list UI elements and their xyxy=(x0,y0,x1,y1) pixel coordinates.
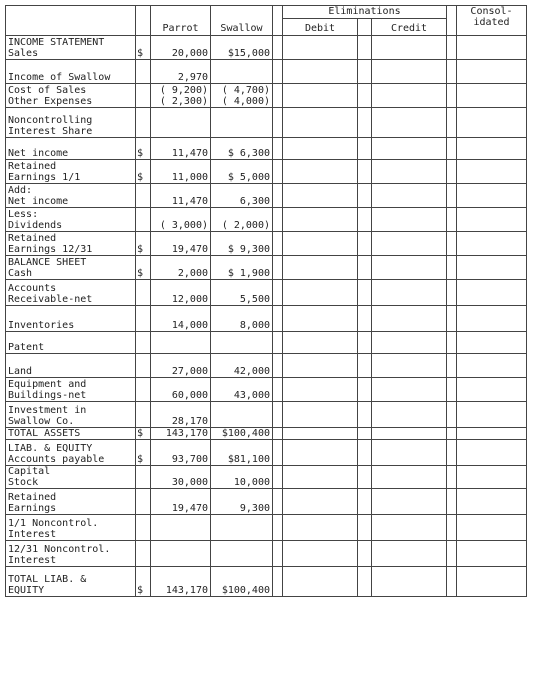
spacer-cell xyxy=(273,232,283,256)
credit-cell xyxy=(372,138,447,160)
credit-cell xyxy=(372,402,447,428)
debit-cell xyxy=(283,541,358,567)
spacer-cell xyxy=(273,256,283,280)
row-label: Retained Earnings xyxy=(6,489,136,515)
spacer-cell xyxy=(273,84,283,108)
eliminations-header: Eliminations xyxy=(283,6,447,19)
spacer-cell xyxy=(358,108,372,138)
row-label: BALANCE SHEET Cash xyxy=(6,256,136,280)
debit-cell xyxy=(283,567,358,597)
spacer-cell xyxy=(358,19,372,36)
spacer-cell xyxy=(273,515,283,541)
credit-cell xyxy=(372,515,447,541)
table-row xyxy=(6,36,527,60)
parrot-value: 11,000 xyxy=(151,160,211,184)
consolidated-cell xyxy=(457,440,527,466)
parrot-value: 143,170 xyxy=(151,428,211,440)
row-label: Net income xyxy=(6,138,136,160)
consolidated-cell xyxy=(457,402,527,428)
dollar-sign xyxy=(136,108,151,138)
spacer-cell xyxy=(273,428,283,440)
parrot-value: ( 9,200) ( 2,300) xyxy=(151,84,211,108)
credit-cell xyxy=(372,108,447,138)
table-row xyxy=(6,280,527,306)
spacer-cell xyxy=(273,36,283,60)
spacer-cell xyxy=(273,541,283,567)
spacer-cell xyxy=(447,541,457,567)
parrot-value: 11,470 xyxy=(151,138,211,160)
consolidated-cell xyxy=(457,84,527,108)
debit-cell xyxy=(283,378,358,402)
parrot-value: 27,000 xyxy=(151,354,211,378)
spacer-cell xyxy=(358,280,372,306)
spacer-cell xyxy=(358,378,372,402)
spacer-cell xyxy=(447,160,457,184)
swallow-value: $100,400 xyxy=(211,428,273,440)
dollar-sign xyxy=(136,332,151,354)
row-label: Add: Net income xyxy=(6,184,136,208)
spacer-cell xyxy=(447,138,457,160)
spacer-cell xyxy=(447,280,457,306)
debit-cell xyxy=(283,515,358,541)
corner-cell xyxy=(6,6,136,36)
credit-cell xyxy=(372,567,447,597)
credit-cell xyxy=(372,60,447,84)
table-row xyxy=(6,541,527,567)
parrot-value xyxy=(151,108,211,138)
row-label: Accounts Receivable-net xyxy=(6,280,136,306)
credit-cell xyxy=(372,378,447,402)
spacer-cell xyxy=(358,428,372,440)
dollar-sign xyxy=(136,84,151,108)
spacer-cell xyxy=(358,60,372,84)
swallow-value: 8,000 xyxy=(211,306,273,332)
consolidated-cell xyxy=(457,60,527,84)
row-label: Land xyxy=(6,354,136,378)
table-row xyxy=(6,256,527,280)
swallow-value: ( 2,000) xyxy=(211,208,273,232)
row-label: Retained Earnings 1/1 xyxy=(6,160,136,184)
spacer-cell xyxy=(447,36,457,60)
consolidated-cell xyxy=(457,378,527,402)
row-label: Retained Earnings 12/31 xyxy=(6,232,136,256)
swallow-value: 42,000 xyxy=(211,354,273,378)
spacer-cell xyxy=(447,108,457,138)
swallow-value: $ 9,300 xyxy=(211,232,273,256)
spacer-cell xyxy=(273,378,283,402)
swallow-value: 9,300 xyxy=(211,489,273,515)
spacer-cell xyxy=(447,466,457,489)
row-label: 12/31 Noncontrol. Interest xyxy=(6,541,136,567)
row-label: TOTAL ASSETS xyxy=(6,428,136,440)
consolidated-cell xyxy=(457,466,527,489)
debit-cell xyxy=(283,280,358,306)
consolidated-cell xyxy=(457,232,527,256)
spacer-cell xyxy=(447,6,457,36)
spacer-cell xyxy=(273,108,283,138)
spacer-cell xyxy=(358,36,372,60)
consolidated-cell xyxy=(457,541,527,567)
swallow-value xyxy=(211,332,273,354)
debit-cell xyxy=(283,36,358,60)
credit-cell xyxy=(372,232,447,256)
swallow-header: Swallow xyxy=(211,6,273,36)
dollar-sign xyxy=(136,306,151,332)
consolidated-cell xyxy=(457,138,527,160)
debit-header: Debit xyxy=(283,19,358,36)
parrot-value: 2,970 xyxy=(151,60,211,84)
spacer-cell xyxy=(358,466,372,489)
table-row xyxy=(6,354,527,378)
dollar-sign xyxy=(136,541,151,567)
spacer-cell xyxy=(447,306,457,332)
spacer-cell xyxy=(447,378,457,402)
credit-cell xyxy=(372,541,447,567)
table-row xyxy=(6,160,527,184)
dollar-sign xyxy=(136,184,151,208)
debit-cell xyxy=(283,332,358,354)
credit-cell xyxy=(372,280,447,306)
dollar-sign xyxy=(136,402,151,428)
parrot-value: ( 3,000) xyxy=(151,208,211,232)
parrot-value: 19,470 xyxy=(151,489,211,515)
debit-cell xyxy=(283,306,358,332)
credit-header: Credit xyxy=(372,19,447,36)
parrot-value: 30,000 xyxy=(151,466,211,489)
spacer-cell xyxy=(447,354,457,378)
spacer-cell xyxy=(447,60,457,84)
spacer-cell xyxy=(358,489,372,515)
spacer-cell xyxy=(358,84,372,108)
dollar-sign xyxy=(136,489,151,515)
row-label: Noncontrolling Interest Share xyxy=(6,108,136,138)
swallow-value: $100,400 xyxy=(211,567,273,597)
credit-cell xyxy=(372,440,447,466)
consolidation-worksheet xyxy=(5,5,527,597)
table-row xyxy=(6,515,527,541)
spacer-cell xyxy=(273,354,283,378)
swallow-value xyxy=(211,541,273,567)
consolidated-header: Consol- idated xyxy=(457,6,527,36)
spacer-cell xyxy=(358,567,372,597)
debit-cell xyxy=(283,208,358,232)
debit-cell xyxy=(283,440,358,466)
spacer-cell xyxy=(447,515,457,541)
consolidated-cell xyxy=(457,208,527,232)
spacer-cell xyxy=(273,402,283,428)
row-label: Equipment and Buildings-net xyxy=(6,378,136,402)
parrot-value: 12,000 xyxy=(151,280,211,306)
spacer-cell xyxy=(273,306,283,332)
consolidated-cell xyxy=(457,306,527,332)
parrot-value: 60,000 xyxy=(151,378,211,402)
debit-cell xyxy=(283,138,358,160)
consolidated-cell xyxy=(457,515,527,541)
parrot-value xyxy=(151,541,211,567)
debit-cell xyxy=(283,256,358,280)
table-row xyxy=(6,428,527,440)
swallow-value: $81,100 xyxy=(211,440,273,466)
dollar-sign xyxy=(136,280,151,306)
credit-cell xyxy=(372,36,447,60)
spacer-cell xyxy=(447,428,457,440)
parrot-value: 20,000 xyxy=(151,36,211,60)
dollar-sign: $ xyxy=(136,160,151,184)
credit-cell xyxy=(372,428,447,440)
spacer-cell xyxy=(447,232,457,256)
dollar-sign: $ xyxy=(136,138,151,160)
consolidated-cell xyxy=(457,332,527,354)
spacer-cell xyxy=(273,567,283,597)
dollar-sign xyxy=(136,378,151,402)
spacer-cell xyxy=(358,332,372,354)
swallow-value: $15,000 xyxy=(211,36,273,60)
parrot-value: 28,170 xyxy=(151,402,211,428)
spacer-cell xyxy=(273,208,283,232)
table-row xyxy=(6,440,527,466)
dollar-sign: $ xyxy=(136,567,151,597)
spacer-cell xyxy=(273,466,283,489)
credit-cell xyxy=(372,160,447,184)
credit-cell xyxy=(372,256,447,280)
table-row xyxy=(6,84,527,108)
spacer-cell xyxy=(447,208,457,232)
consolidated-cell xyxy=(457,160,527,184)
debit-cell xyxy=(283,428,358,440)
swallow-value xyxy=(211,402,273,428)
spacer-cell xyxy=(273,440,283,466)
swallow-value: 5,500 xyxy=(211,280,273,306)
credit-cell xyxy=(372,208,447,232)
spacer-cell xyxy=(447,567,457,597)
swallow-value: $ 1,900 xyxy=(211,256,273,280)
spacer-cell xyxy=(358,402,372,428)
spacer-cell xyxy=(358,354,372,378)
consolidated-cell xyxy=(457,184,527,208)
parrot-header: Parrot xyxy=(151,6,211,36)
debit-cell xyxy=(283,466,358,489)
consolidated-cell xyxy=(457,108,527,138)
spacer-cell xyxy=(358,184,372,208)
row-label: Investment in Swallow Co. xyxy=(6,402,136,428)
row-label: Less: Dividends xyxy=(6,208,136,232)
table-row xyxy=(6,466,527,489)
table-row xyxy=(6,378,527,402)
swallow-value: ( 4,700) ( 4,000) xyxy=(211,84,273,108)
table-row xyxy=(6,184,527,208)
spacer-cell xyxy=(358,440,372,466)
row-label: LIAB. & EQUITY Accounts payable xyxy=(6,440,136,466)
debit-cell xyxy=(283,354,358,378)
dollar-sign: $ xyxy=(136,428,151,440)
row-label: Inventories xyxy=(6,306,136,332)
spacer-cell xyxy=(358,232,372,256)
consolidated-cell xyxy=(457,280,527,306)
debit-cell xyxy=(283,60,358,84)
swallow-value: 10,000 xyxy=(211,466,273,489)
debit-cell xyxy=(283,108,358,138)
consolidated-cell xyxy=(457,36,527,60)
credit-cell xyxy=(372,466,447,489)
parrot-value xyxy=(151,515,211,541)
table-row xyxy=(6,108,527,138)
dollar-sign xyxy=(136,466,151,489)
spacer-cell xyxy=(447,184,457,208)
swallow-value xyxy=(211,515,273,541)
spacer-cell xyxy=(273,6,283,36)
debit-cell xyxy=(283,160,358,184)
row-label: Income of Swallow xyxy=(6,60,136,84)
consolidated-cell xyxy=(457,428,527,440)
consolidated-cell xyxy=(457,354,527,378)
dollar-sign: $ xyxy=(136,232,151,256)
table-row xyxy=(6,60,527,84)
spacer-cell xyxy=(447,402,457,428)
debit-cell xyxy=(283,184,358,208)
debit-cell xyxy=(283,402,358,428)
row-label: Patent xyxy=(6,332,136,354)
table-row xyxy=(6,232,527,256)
row-label: TOTAL LIAB. & EQUITY xyxy=(6,567,136,597)
consolidated-cell xyxy=(457,567,527,597)
spacer-cell xyxy=(273,332,283,354)
dollar-sign xyxy=(136,515,151,541)
dollar-sign: $ xyxy=(136,36,151,60)
dollar-sign xyxy=(136,208,151,232)
spacer-cell xyxy=(273,184,283,208)
spacer-cell xyxy=(447,489,457,515)
credit-cell xyxy=(372,489,447,515)
table-row xyxy=(6,489,527,515)
row-label: Cost of Sales Other Expenses xyxy=(6,84,136,108)
table-row xyxy=(6,402,527,428)
credit-cell xyxy=(372,184,447,208)
spacer-cell xyxy=(273,280,283,306)
worksheet-table xyxy=(5,5,527,597)
parrot-value xyxy=(151,332,211,354)
dollar-sign: $ xyxy=(136,440,151,466)
swallow-value xyxy=(211,60,273,84)
table-row xyxy=(6,567,527,597)
debit-cell xyxy=(283,84,358,108)
consolidated-cell xyxy=(457,256,527,280)
spacer-cell xyxy=(447,84,457,108)
swallow-value: $ 6,300 xyxy=(211,138,273,160)
spacer-cell xyxy=(358,515,372,541)
parrot-value: 14,000 xyxy=(151,306,211,332)
table-row xyxy=(6,208,527,232)
spacer-cell xyxy=(273,138,283,160)
table-row xyxy=(6,306,527,332)
dollar-sign: $ xyxy=(136,256,151,280)
parrot-value: 2,000 xyxy=(151,256,211,280)
spacer-cell xyxy=(358,306,372,332)
spacer-cell xyxy=(358,138,372,160)
debit-cell xyxy=(283,489,358,515)
swallow-value: 6,300 xyxy=(211,184,273,208)
spacer-cell xyxy=(447,256,457,280)
dollar-sign xyxy=(136,354,151,378)
dollar-header-cell xyxy=(136,6,151,36)
spacer-cell xyxy=(358,541,372,567)
swallow-value: $ 5,000 xyxy=(211,160,273,184)
spacer-cell xyxy=(358,256,372,280)
debit-cell xyxy=(283,232,358,256)
spacer-cell xyxy=(447,332,457,354)
table-row xyxy=(6,138,527,160)
credit-cell xyxy=(372,306,447,332)
parrot-value: 93,700 xyxy=(151,440,211,466)
spacer-cell xyxy=(358,208,372,232)
credit-cell xyxy=(372,332,447,354)
spacer-cell xyxy=(273,160,283,184)
credit-cell xyxy=(372,354,447,378)
spacer-cell xyxy=(447,440,457,466)
dollar-sign xyxy=(136,60,151,84)
parrot-value: 143,170 xyxy=(151,567,211,597)
row-label: 1/1 Noncontrol. Interest xyxy=(6,515,136,541)
credit-cell xyxy=(372,84,447,108)
parrot-value: 11,470 xyxy=(151,184,211,208)
spacer-cell xyxy=(273,489,283,515)
swallow-value: 43,000 xyxy=(211,378,273,402)
swallow-value xyxy=(211,108,273,138)
row-label: INCOME STATEMENT Sales xyxy=(6,36,136,60)
consolidated-cell xyxy=(457,489,527,515)
spacer-cell xyxy=(358,160,372,184)
table-row xyxy=(6,332,527,354)
parrot-value: 19,470 xyxy=(151,232,211,256)
row-label: Capital Stock xyxy=(6,466,136,489)
spacer-cell xyxy=(273,60,283,84)
